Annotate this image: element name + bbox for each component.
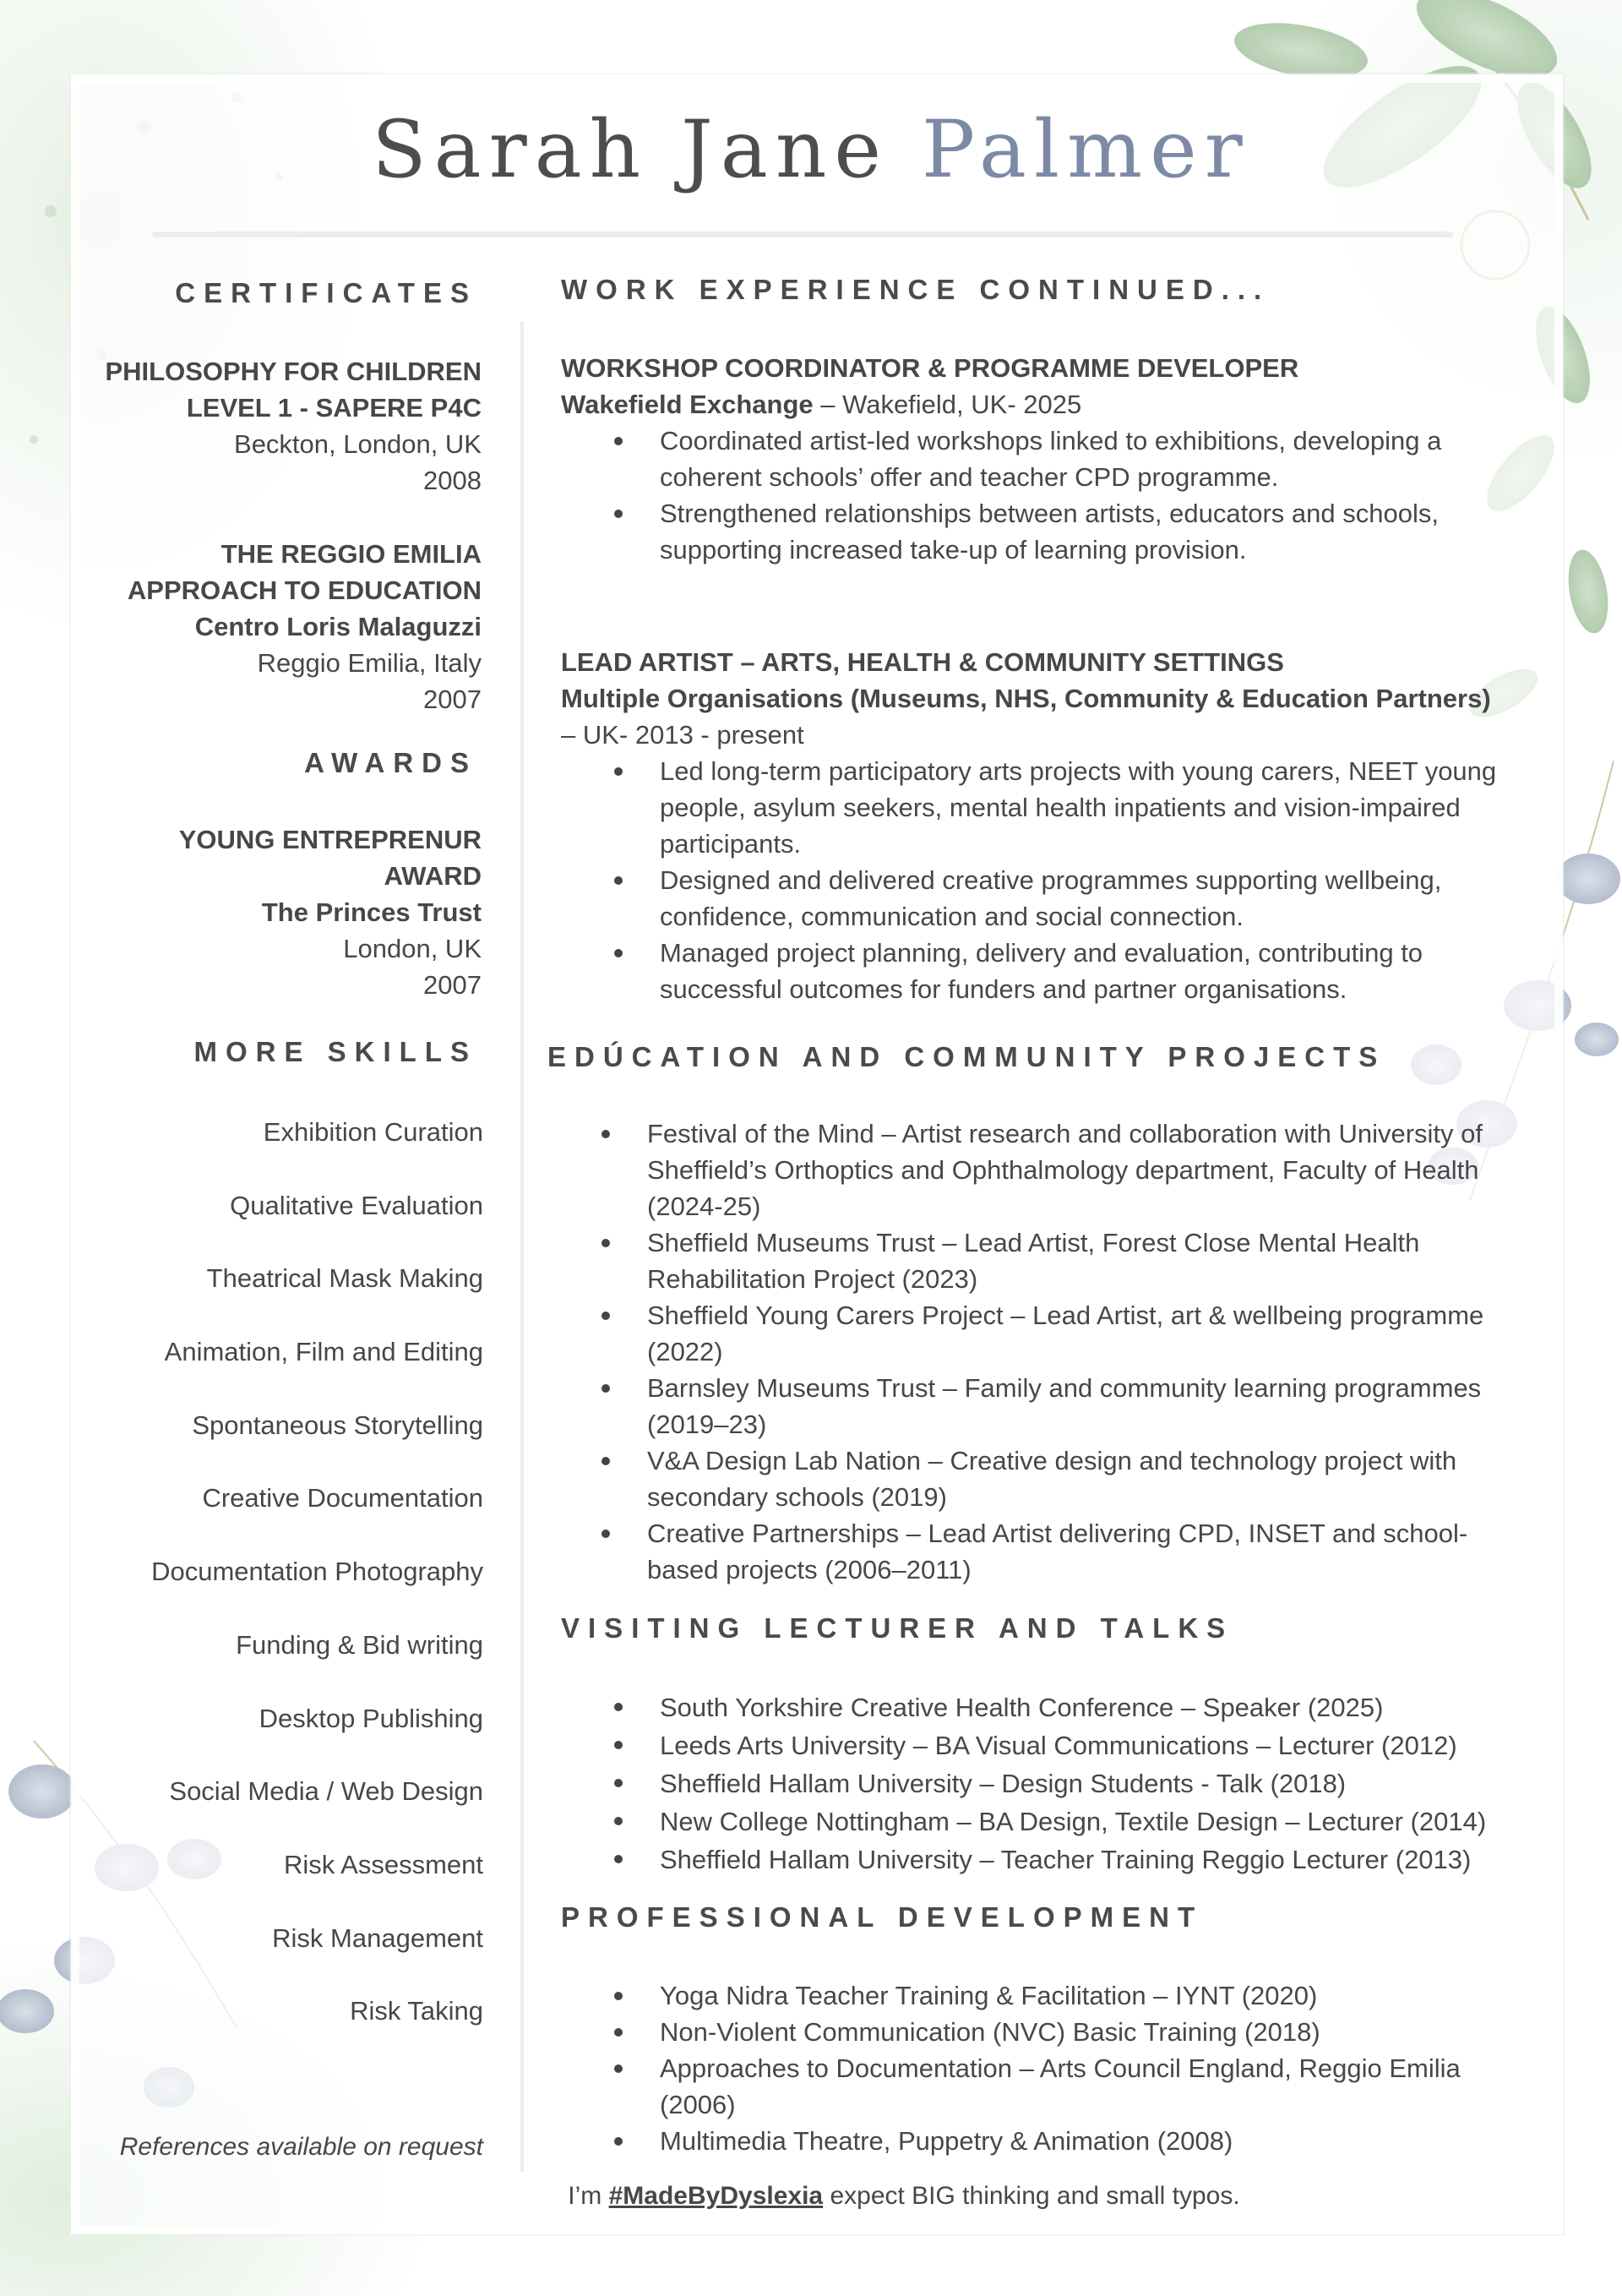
education-projects-heading: EDÚCATION AND COMMUNITY PROJECTS — [547, 1041, 1386, 1072]
certificate-title: THE REGGIO EMILIA — [220, 539, 482, 569]
certificate-year: 2007 — [423, 684, 482, 714]
list-item: Yoga Nidra Teacher Training & Facilitation – IYNT (2020) — [561, 1977, 1499, 2014]
certificate-title: APPROACH TO EDUCATION — [127, 575, 482, 605]
award-org: The Princes Trust — [261, 897, 482, 927]
visiting-lecturer-heading: VISITING LECTURER AND TALKS — [561, 1612, 1234, 1644]
skill-item: Funding & Bid writing — [236, 1629, 483, 1660]
skill-item: Risk Assessment — [283, 1849, 483, 1879]
list-item: Non-Violent Communication (NVC) Basic Training (2018) — [561, 2014, 1499, 2050]
last-name: Palmer — [921, 104, 1250, 196]
visiting-lecturer-list — [561, 1688, 1524, 1879]
job-title: WORKSHOP COORDINATOR & PROGRAMME DEVELOPER — [561, 353, 1299, 383]
footer-note — [0, 2182, 1622, 2211]
skill-item: Risk Management — [272, 1922, 483, 1953]
visiting-lecturer-section — [561, 1688, 1524, 1879]
awards-heading: AWARDS — [304, 747, 477, 778]
job-title: LEAD ARTIST – ARTS, HEALTH & COMMUNITY SETTINGS — [561, 647, 1284, 677]
skill-item: Theatrical Mask Making — [206, 1263, 483, 1294]
list-item: Managed project planning, delivery and evaluation, contributing to successful outcomes for funders and partner organisations. — [561, 935, 1499, 1007]
list-item: Sheffield Hallam University – Design Students - Talk (2018) — [561, 1764, 1524, 1802]
list-item: Barnsley Museums Trust – Family and community learning programmes (2019–23) — [561, 1370, 1499, 1442]
skill-item: Exhibition Curation — [263, 1117, 483, 1147]
work-experience-heading: WORK EXPERIENCE CONTINUED... — [561, 274, 1271, 305]
list-item: New College Nottingham – BA Design, Textile Design – Lecturer (2014) — [561, 1802, 1524, 1841]
certificate-item — [76, 353, 482, 499]
skill-item: Documentation Photography — [151, 1557, 483, 1587]
list-item: Festival of the Mind – Artist research and collaboration with University of Sheffield’s Orthoptics and Ophthalmology department, Faculty of Health (2024-25) — [561, 1115, 1499, 1224]
list-item: Sheffield Young Carers Project – Lead Artist, art & wellbeing programme (2022) — [561, 1297, 1499, 1370]
list-item: Coordinated artist-led workshops linked to exhibitions, developing a coherent schools’ offer and teacher CPD programme. — [561, 423, 1499, 495]
list-item: Led long-term participatory arts projects with young carers, NEET young people, asylum seekers, mental health inpatients and vision-impaired participants. — [561, 753, 1499, 862]
column-divider — [520, 321, 524, 2172]
certificate-title: LEVEL 1 - SAPERE P4C — [186, 393, 482, 423]
skill-item: Desktop Publishing — [259, 1703, 483, 1733]
job-org: Wakefield Exchange — [561, 390, 814, 419]
job-bullets — [561, 753, 1499, 1007]
skill-item: Animation, Film and Editing — [164, 1337, 483, 1367]
certificate-title: PHILOSOPHY FOR CHILDREN — [105, 357, 482, 386]
job-entry — [561, 350, 1499, 568]
references-note: References available on request — [119, 2133, 483, 2161]
education-projects-section — [561, 1115, 1499, 1588]
job-entry — [561, 644, 1499, 1007]
certificates-heading: CERTIFICATES — [175, 277, 477, 308]
skill-item: Qualitative Evaluation — [230, 1190, 483, 1220]
award-item — [76, 821, 482, 1003]
footer-suffix: expect BIG thinking and small typos. — [823, 2182, 1240, 2210]
award-title: YOUNG ENTREPRENUR AWARD — [178, 825, 482, 891]
professional-development-section — [561, 1977, 1499, 2159]
job-org: Multiple Organisations (Museums, NHS, Community & Education Partners) — [561, 684, 1491, 713]
skill-item: Creative Documentation — [202, 1483, 483, 1513]
certificate-location: Reggio Emilia, Italy — [257, 648, 482, 678]
job-bullets — [561, 423, 1499, 568]
header-divider — [152, 232, 1453, 237]
candidate-name — [0, 100, 1622, 201]
professional-development-heading: PROFESSIONAL DEVELOPMENT — [561, 1901, 1204, 1933]
list-item: Approaches to Documentation – Arts Council England, Reggio Emilia (2006) — [561, 2050, 1499, 2123]
list-item: Creative Partnerships – Lead Artist delivering CPD, INSET and school-based projects (2006–2011) — [561, 1515, 1499, 1588]
skill-item: Spontaneous Storytelling — [192, 1410, 483, 1440]
job-meta: – Wakefield, UK- 2025 — [813, 390, 1082, 419]
certificate-location: Beckton, London, UK — [234, 429, 482, 459]
list-item: V&A Design Lab Nation – Creative design and technology project with secondary schools (2019) — [561, 1442, 1499, 1515]
list-item: South Yorkshire Creative Health Conference – Speaker (2025) — [561, 1688, 1524, 1726]
award-year: 2007 — [423, 970, 482, 1000]
certificate-item — [76, 536, 482, 717]
certificate-year: 2008 — [423, 466, 482, 495]
more-skills-heading: MORE SKILLS — [193, 1036, 477, 1067]
professional-development-list — [561, 1977, 1499, 2159]
list-item: Strengthened relationships between artists, educators and schools, supporting increased take-up of learning provision. — [561, 495, 1499, 568]
job-meta: – UK- 2013 - present — [561, 720, 804, 750]
first-name: Sarah Jane — [372, 104, 889, 196]
list-item: Designed and delivered creative programmes supporting wellbeing, confidence, communication and social connection. — [561, 862, 1499, 935]
certificate-org: Centro Loris Malaguzzi — [194, 612, 482, 641]
list-item: Sheffield Museums Trust – Lead Artist, Forest Close Mental Health Rehabilitation Project (2023) — [561, 1224, 1499, 1297]
award-location: London, UK — [343, 934, 482, 963]
list-item: Multimedia Theatre, Puppetry & Animation (2008) — [561, 2123, 1499, 2159]
skills-list — [76, 1114, 483, 2066]
hashtag-link[interactable]: #MadeByDyslexia — [608, 2182, 824, 2210]
skill-item: Social Media / Web Design — [169, 1776, 483, 1807]
education-projects-list — [561, 1115, 1499, 1588]
list-item: Leeds Arts University – BA Visual Communications – Lecturer (2012) — [561, 1726, 1524, 1764]
skill-item: Risk Taking — [350, 1996, 483, 2026]
list-item: Sheffield Hallam University – Teacher Training Reggio Lecturer (2013) — [561, 1841, 1524, 1879]
footer-prefix: I’m — [568, 2182, 609, 2210]
